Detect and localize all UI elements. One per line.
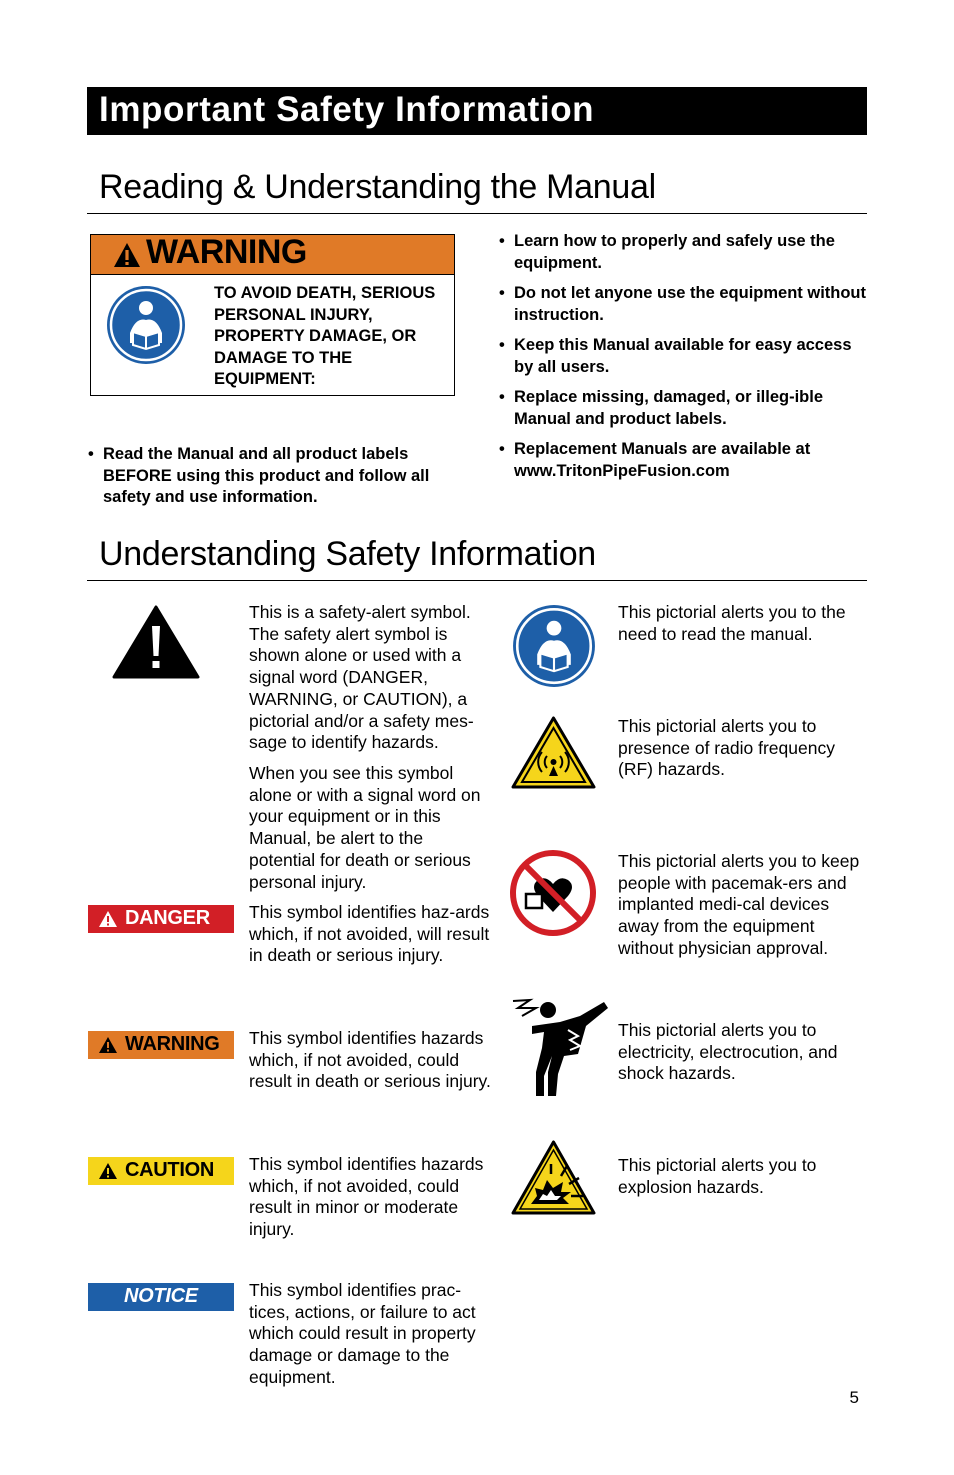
list-item: • Read the Manual and all product labels BEFORE using this product and follow all safety and use information. <box>88 445 430 507</box>
notice-text: This symbol identifies prac-tices, actions, or failure to act which could result in property damage or damage to the equipment. <box>249 1280 476 1387</box>
divider <box>87 580 867 581</box>
danger-text: This symbol identifies haz-ards which, if not avoided, will result in death or serious injury. <box>249 902 490 966</box>
alert-triangle-icon <box>113 242 141 268</box>
no-pacemaker-icon <box>510 850 596 936</box>
pictorial-text: This pictorial alerts you to presence of radio frequency (RF) hazards. <box>618 716 835 780</box>
warning-label: WARNING <box>88 1031 234 1059</box>
pictorial-text: This pictorial alerts you to electricity, electrocution, and shock hazards. <box>618 1020 838 1084</box>
pictorial-text: This pictorial alerts you to keep people with pacemak-ers and implanted medi-cal devices away from the equipment without physician approval. <box>618 851 860 958</box>
read-manual-icon <box>106 285 186 365</box>
warning-text: This symbol identifies hazards which, if not avoided, could result in death or serious injury. <box>249 1028 491 1092</box>
list-item: • Replacement Manuals are available at www.TritonPipeFusion.com <box>499 440 811 480</box>
radio-frequency-icon <box>511 716 596 789</box>
bullet-text: Learn how to properly and safely use the equipment. <box>514 232 835 272</box>
bullet-text: Replacement Manuals are available at www.TritonPipeFusion.com <box>514 440 811 480</box>
bullet-text: Replace missing, damaged, or illeg-ible Manual and product labels. <box>514 388 824 428</box>
warning-header <box>91 235 454 275</box>
safety-alert-icon <box>112 604 200 679</box>
electrocution-icon <box>508 996 610 1100</box>
page-number: 5 <box>849 1388 859 1407</box>
read-manual-icon <box>512 604 596 688</box>
section-banner <box>87 87 867 135</box>
list-item: • Learn how to properly and safely use the equipment. <box>499 232 835 272</box>
alert-triangle-icon <box>98 1036 118 1054</box>
danger-label: DANGER <box>88 905 234 933</box>
bullet-text: Read the Manual and all product labels BEFORE using this product and follow all safety and use information. <box>103 445 430 507</box>
alert-triangle-icon <box>98 910 118 928</box>
bullet-text: Keep this Manual available for easy access by all users. <box>514 336 852 376</box>
warning-signal-word: WARNING <box>146 233 307 271</box>
list-item: • Keep this Manual available for easy access by all users. <box>499 336 852 376</box>
section-heading-understanding: Understanding Safety Information <box>99 535 596 573</box>
section-heading-reading: Reading & Understanding the Manual <box>99 168 656 206</box>
caution-label: CAUTION <box>88 1157 234 1185</box>
notice-label: NOTICE <box>88 1283 234 1311</box>
alert-symbol-text: This is a safety-alert symbol. The safety alert symbol is shown alone or used with a signal word (DANGER, WARNING, or CAUTION), a pictorial and/or a safety mes-sage to identify hazards. <box>249 602 474 753</box>
banner-title: Important Safety Information <box>99 90 595 129</box>
caution-text: This symbol identifies hazards which, if not avoided, could result in minor or moderate injury. <box>249 1154 484 1240</box>
pictorial-text: This pictorial alerts you to the need to read the manual. <box>618 602 846 644</box>
list-item: • Do not let anyone use the equipment without instruction. <box>499 284 867 324</box>
warning-text: TO AVOID DEATH, SERIOUS PERSONAL INJURY, PROPERTY DAMAGE, OR DAMAGE TO THE EQUIPMENT: <box>214 284 436 389</box>
divider <box>87 213 867 214</box>
warning-box <box>90 234 455 396</box>
alert-symbol-text-2: When you see this symbol alone or with a signal word on your equipment or in this Manual, be alert to the potential for death or serious personal injury. <box>249 763 481 892</box>
list-item: • Replace missing, damaged, or illeg-ible Manual and product labels. <box>499 388 824 428</box>
pictorial-text: This pictorial alerts you to explosion hazards. <box>618 1155 817 1197</box>
bullet-text: Do not let anyone use the equipment without instruction. <box>514 284 867 324</box>
explosion-icon <box>511 1140 596 1215</box>
alert-triangle-icon <box>98 1162 118 1180</box>
